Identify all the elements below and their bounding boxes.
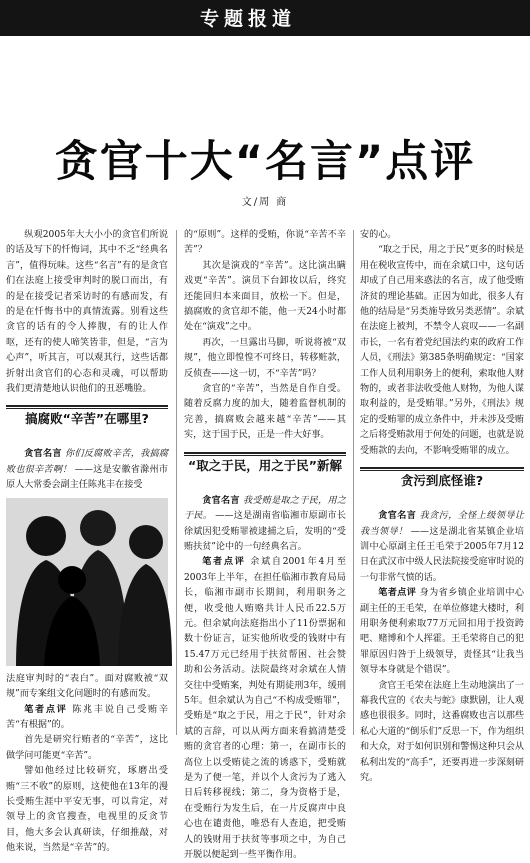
quote-text: 我受贿是取之于民，用之于民。 xyxy=(184,495,346,522)
subheading: 贪污到底怪谁? xyxy=(360,467,524,501)
comment-text: 身为省乡镇企业培训中心副主任的王毛荣，在单位修建大楼时，利用职务便利索取77万元回扣用于投资跨吧、赌博和个人挥霍。王毛荣将自己的犯罪原因归咎于上级领导，责怪其“让我当领导本身就是个错误”。 xyxy=(360,588,524,676)
quote-paragraph xyxy=(360,509,524,586)
intro-paragraph: 纵观2005年大大小小的贪官们所说的话及写下的忏悔词，其中不乏“经典名言”，值得玩味。这些“名言”有的是贪官们在法庭上接受审判时的脱口而出，有的是在接受记者采访时的有感而发，有的是在忏悔书中的真情流露。别看这些贪官的话有的令人捧腹，有的让人作呕，还有的使人啼笑皆非，但是，“言为心声”，听其言，可以观其行，这些话都折射出贪官们的心态和灵魂，可以帮助我们更清楚地认识他们的丑恶嘴脸。 xyxy=(6,230,168,395)
comment-label: 笔者点评 xyxy=(202,557,246,568)
column-3 xyxy=(360,228,524,783)
quote-label: 贪官名言 xyxy=(378,511,417,522)
quote-source: ——这是湖北省某镇企业培训中心原副主任王毛荣于2005年7月12日在武汉市中级人民法院接受庭审时说的一句非常气愤的话。 xyxy=(360,526,524,583)
after-photo-text: 法庭审判时的“表白”。面对腐败被“双规”而专案组文化问题时的有感而发。 xyxy=(6,673,168,700)
body-paragraph: 首先是研究行贿者的“辛苦”，这比做学问可能更“辛苦”。 xyxy=(6,735,168,761)
article-byline: 文/周 商 xyxy=(241,197,289,208)
comment-text: 余斌自2001年4月至2003年上半年，在担任临湘市教育局局长，临湘市副市长期间，利用职务之便，收受他人贿赂共计人民币22.5万元。但余斌向法庭指出小了11份票据和数十份证言，证实他所收受的钱财中有15.47万元已经用于扶贫帮困、社会赞助和公务活动。法院最终对余斌在人情交往中受贿案，判处有期徒刑3年，缓刑5年。但余斌认为自己“不构成受贿罪”，受贿是“取之于民，用之于民”，针对余斌的言辞，可以从两方面来看搞清楚受贿的贪官者的心理：第一，在副市长的高位上以受贿徒之流的诱惑下，受贿就是为了便一笔，并以个人贪污为了逃入日后转移视线；第二，身为资格于是，在受贿行为发生后，在一片反腐声中良心也在谴责他，唯恐有人查追，把受贿人的钱财用于扶贫等事项之中，为自己开脱以便起到一些平衡作用。 xyxy=(184,557,346,861)
body-paragraph: 再次，一旦露出马脚，听说将被“双规”，他立即惶惶不可终日，转移赃款，反侦查——这一切，不“辛苦”吗？ xyxy=(184,337,346,379)
quote-text: 我贪污，全怪上级领导让我当领导！ xyxy=(360,511,524,537)
comment-text: 陈兆丰说自己受贿辛苦“有根据”的。 xyxy=(6,704,168,730)
body-paragraph: 其次是演戏的“辛苦”。这比演出瞒戏更“辛苦”。演员下台卸妆以后，终究还能回归本来面目，放松一下。但是，搞腐败的贪官却不能，他一天24小时都处在“演戏”之中。 xyxy=(184,260,346,333)
quote-paragraph xyxy=(184,494,346,556)
body-paragraph: 贪官王毛荣在法庭上生动地演出了一幕我代宣的《农夫与蛇》康默剧，让人观感也很很多。同时，这番腐败也言以那些私心大道的“倒乐们”反思一下，作为组织和大众，对于如何识别和警惕这种只会从私利出发的“高手”，还要再进一步深刻研究。 xyxy=(360,680,524,783)
body-paragraph: 贪官的“辛苦”，当然是自作自受。随着反腐力度的加大，随着监督机制的完善，搞腐败会越来越“辛苦”——其实，这于国于民，正是一件大好事。 xyxy=(184,384,346,441)
body-paragraph: 譬如他经过比较研究，琢磨出受贿“三不收”的原则，这使他在13年的漫长受贿生涯中平安无事，可以肯定，对领导上的贪官搜查，电视里的反贪节目，他大多会认真研读，仔细推敲，对他来说，当然是“辛苦”的。 xyxy=(6,766,168,854)
comment-label: 笔者点评 xyxy=(378,588,417,599)
subheading: “取之于民，用之于民”新解 xyxy=(184,452,346,486)
quote-text: 你们反腐败辛苦，我搞腐败也很辛苦啊！ xyxy=(6,449,168,475)
quote-source: ——这是安徽省滁州市原人大常委会副主任陈兆丰在接受 xyxy=(6,464,168,491)
column-1 xyxy=(6,228,168,854)
comment-paragraph xyxy=(360,586,524,678)
comment-paragraph xyxy=(6,703,168,734)
photo-silhouette-crowd xyxy=(6,498,168,666)
column-divider xyxy=(176,230,177,735)
column-2 xyxy=(184,228,346,861)
body-paragraph: “取之于民，用之于民”更多的时候是用在税收宣传中，而在余斌口中，这句话却成了自己用来惑法的名言，成了他受贿济贫的理论基础。正因为如此，很多人有他的结局是“另类施导致另类恶情”。余斌在法庭上被判，不禁令人哀叹——一名副市长，一名有着党纪国法约束的政府工作人员，《刑法》第385条明确规定：“国家工作人员利用职务上的便利，索取他人财物的，或者非法收受他人财物，为他人谋取利益的，是受贿罪。”另外，《刑法》规定的受贿罪的成立条件中，并未涉及受贿之后将受贿款用于何处的问题，也就是说受贿款的去向，不影响受贿罪的成立。 xyxy=(360,245,524,456)
article-title: 贪官十大“名言”点评 xyxy=(54,137,476,187)
quote-source: ——这是湖南省临湘市原副市长徐斌因犯受贿罪被逮捕之后，发明的“受贿扶贫”论中的一句经典名言。 xyxy=(184,511,346,552)
crowd-silhouette-image xyxy=(6,498,168,666)
body-paragraph: 安的心。 xyxy=(360,230,397,240)
quote-label: 贪官名言 xyxy=(202,495,240,506)
body-paragraph: 的“原则”。这样的受贿，你说“辛苦不辛苦”？ xyxy=(184,230,346,256)
section-header-bar xyxy=(0,0,530,36)
comment-paragraph xyxy=(184,555,346,863)
section-title: 专题报道 xyxy=(200,8,297,30)
quote-label: 贪官名言 xyxy=(24,449,62,460)
comment-label: 笔者点评 xyxy=(24,704,68,715)
subheading: 搞腐败“辛苦”在哪里? xyxy=(6,405,168,439)
column-divider xyxy=(353,230,354,735)
quote-paragraph xyxy=(6,447,168,493)
